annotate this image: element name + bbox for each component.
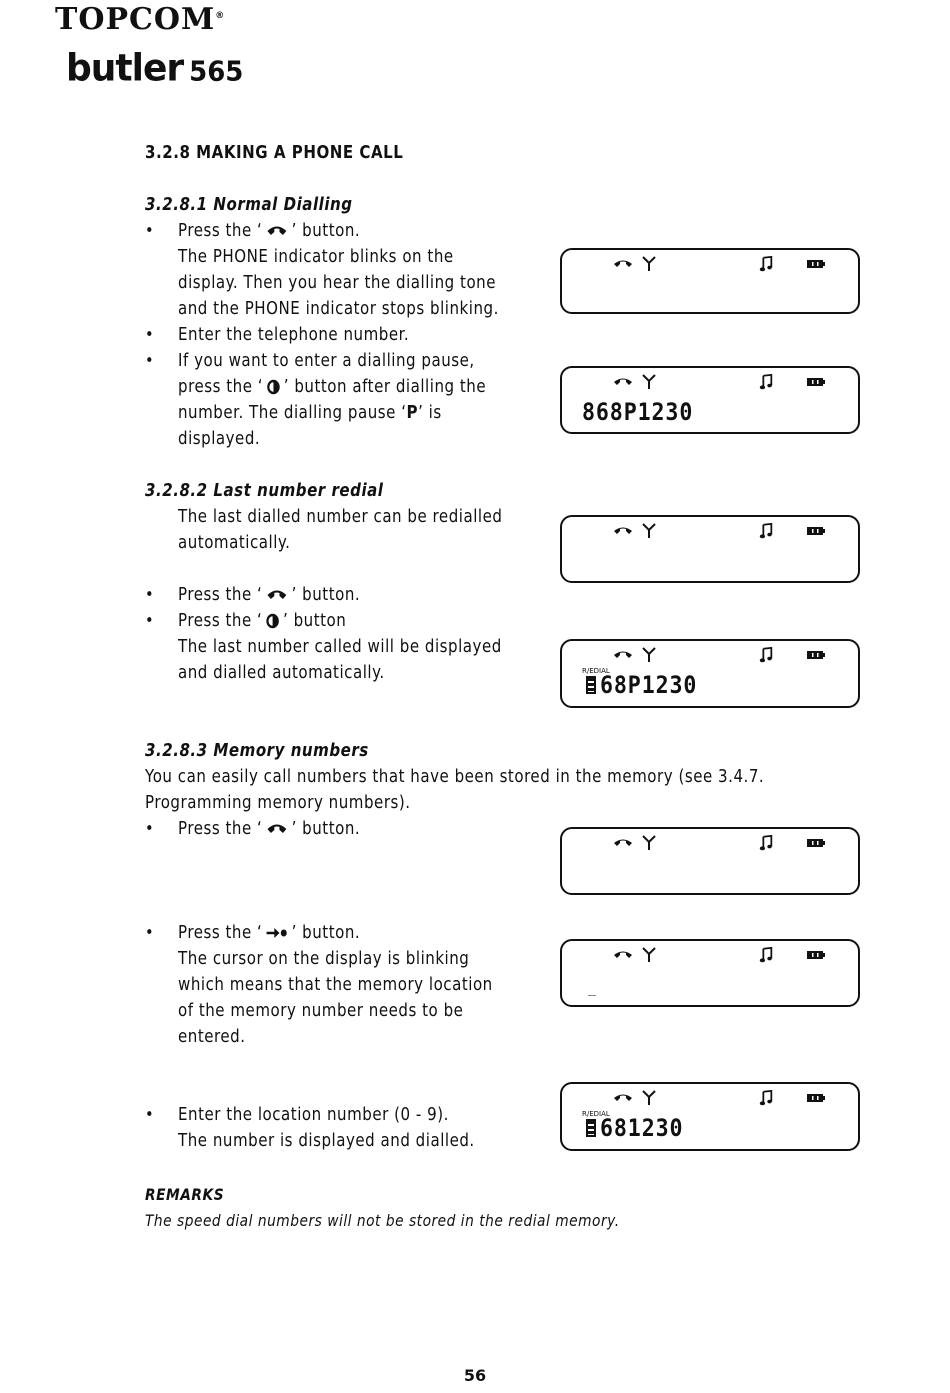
text-line: You can easily call numbers that have been stored in the memory (see 3.4.7. xyxy=(145,767,765,787)
phone-handset-icon xyxy=(612,647,634,663)
text-line: and dialled automatically. xyxy=(178,663,385,683)
phone-handset-icon xyxy=(612,835,634,851)
remarks-text: The speed dial numbers will not be stored in the redial memory. xyxy=(145,1211,620,1230)
antenna-icon xyxy=(642,947,656,963)
text-line: The PHONE indicator blinks on the xyxy=(178,247,454,267)
lcd-digits: 68P1230 xyxy=(600,671,698,699)
text-line: automatically. xyxy=(178,533,291,553)
battery-icon xyxy=(806,947,826,963)
antenna-icon xyxy=(642,523,656,539)
memory-arrow-icon xyxy=(266,927,288,939)
phone-handset-icon xyxy=(612,374,634,390)
battery-icon xyxy=(806,374,826,390)
music-note-icon xyxy=(758,947,774,963)
text-line: number. The dialling pause ‘P’ is xyxy=(178,403,442,423)
phone-handset-icon xyxy=(266,822,288,836)
music-note-icon xyxy=(758,374,774,390)
phone-handset-icon xyxy=(612,523,634,539)
normal-dialling-step-3: If you want to enter a dialling pause, xyxy=(178,351,475,371)
bullet: • xyxy=(145,585,155,605)
text-line: and the PHONE indicator stops blinking. xyxy=(178,299,499,319)
phone-handset-icon xyxy=(266,588,288,602)
text-line: Programming memory numbers). xyxy=(145,793,411,813)
bullet: • xyxy=(145,351,155,371)
music-note-icon xyxy=(758,647,774,663)
lcd-digits: 681230 xyxy=(600,1114,684,1142)
phone-handset-icon xyxy=(612,1090,634,1106)
topcom-logo: TOPCOM® xyxy=(55,2,226,37)
lcd-display xyxy=(560,639,860,708)
lcd-redial-label: R/EDIAL xyxy=(582,667,610,675)
redial-circle-icon xyxy=(267,379,281,395)
text-line: The number is displayed and dialled. xyxy=(178,1131,475,1151)
memory-step-2: Press the ‘ ’ button. xyxy=(178,923,361,943)
butler-logo: butler 565 xyxy=(66,46,244,91)
lcd-memory-glyph xyxy=(586,1119,596,1137)
memory-step-3: Enter the location number (0 - 9). xyxy=(178,1105,449,1125)
antenna-icon xyxy=(642,374,656,390)
text-line: The last dialled number can be redialled xyxy=(178,507,503,527)
text-line: displayed. xyxy=(178,429,261,449)
lcd-display xyxy=(560,515,860,583)
music-note-icon xyxy=(758,1090,774,1106)
text-line: of the memory number needs to be xyxy=(178,1001,464,1021)
bullet: • xyxy=(145,819,155,839)
lcd-display xyxy=(560,939,860,1007)
lcd-display xyxy=(560,827,860,895)
antenna-icon xyxy=(642,256,656,272)
text-line: which means that the memory location xyxy=(178,975,493,995)
lcd-display xyxy=(560,366,860,434)
battery-icon xyxy=(806,647,826,663)
bullet: • xyxy=(145,923,155,943)
bullet: • xyxy=(145,325,155,345)
memory-step-1: Press the ‘ ’ button. xyxy=(178,819,361,839)
bullet: • xyxy=(145,221,155,241)
normal-dialling-step-1: Press the ‘ ’ button. xyxy=(178,221,361,241)
lcd-display xyxy=(560,248,860,314)
section-title: 3.2.8 MAKING A PHONE CALL xyxy=(145,143,404,163)
lcd-display xyxy=(560,1082,860,1151)
lcd-memory-glyph xyxy=(586,676,596,694)
lcd-digits: 868P1230 xyxy=(582,398,694,426)
redial-step-1: Press the ‘ ’ button. xyxy=(178,585,361,605)
bullet: • xyxy=(145,611,155,631)
normal-dialling-step-2: Enter the telephone number. xyxy=(178,325,410,345)
phone-handset-icon xyxy=(266,224,288,238)
page-number: 56 xyxy=(463,1366,487,1385)
memory-numbers-heading: 3.2.8.3 Memory numbers xyxy=(145,741,369,761)
battery-icon xyxy=(806,1090,826,1106)
music-note-icon xyxy=(758,256,774,272)
text-line: press the ‘ ’ button after dialling the xyxy=(178,377,487,397)
antenna-icon xyxy=(642,1090,656,1106)
text-line: entered. xyxy=(178,1027,246,1047)
normal-dialling-heading: 3.2.8.1 Normal Dialling xyxy=(145,195,353,215)
antenna-icon xyxy=(642,647,656,663)
antenna-icon xyxy=(642,835,656,851)
text-line: The last number called will be displayed xyxy=(178,637,502,657)
redial-step-2: Press the ‘ ’ button xyxy=(178,611,347,631)
text-line: display. Then you hear the dialling tone xyxy=(178,273,497,293)
battery-icon xyxy=(806,835,826,851)
text-line: The cursor on the display is blinking xyxy=(178,949,470,969)
remarks-heading: REMARKS xyxy=(145,1185,225,1204)
phone-handset-icon xyxy=(612,256,634,272)
lcd-cursor: _ xyxy=(588,981,596,997)
music-note-icon xyxy=(758,523,774,539)
lcd-redial-label: R/EDIAL xyxy=(582,1110,610,1118)
battery-icon xyxy=(806,523,826,539)
phone-handset-icon xyxy=(612,947,634,963)
last-number-redial-heading: 3.2.8.2 Last number redial xyxy=(145,481,384,501)
redial-circle-icon xyxy=(266,613,280,629)
bullet: • xyxy=(145,1105,155,1125)
music-note-icon xyxy=(758,835,774,851)
battery-icon xyxy=(806,256,826,272)
